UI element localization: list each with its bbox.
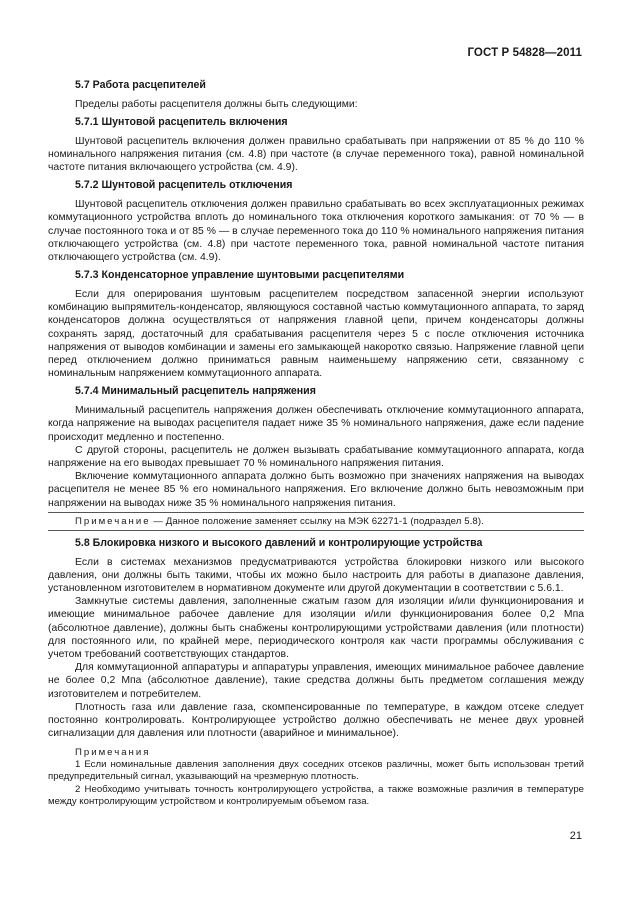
note-2: 2 Необходимо учитывать точность контролирующего устройства, а также возможные различия в температуре между контролирующим устройством и контролируемым объемом газа.	[48, 783, 584, 808]
section-5-7-4-paragraph-3: Включение коммутационного аппарата должно быть возможно при значениях напряжения на выводах расцепителя не менее 85 % его номинального напряжения. Его включение должно быть невозможным при напряжении на выводах ниже 35 % номинального напряжения питания.	[48, 471, 584, 509]
notes-title: Примечания	[75, 746, 151, 758]
section-5-7-4-paragraph-2: С другой стороны, расцепитель не должен вызывать срабатывание коммутационного аппарата, когда напряжение на его выводах превышает 70 % номинального напряжения питания.	[48, 444, 584, 470]
note-1: 1 Если номинальные давления заполнения двух соседних отсеков различны, может быть использован третий предупредительный сигнал, указывающий на чрезмерную плотность.	[48, 758, 584, 783]
section-5-7-2-heading: 5.7.2 Шунтовой расцепитель отключения	[75, 179, 293, 192]
standard-designation: ГОСТ Р 54828—2011	[467, 47, 582, 59]
section-5-8-paragraph-2: Замкнутые системы давления, заполненные сжатым газом для изоляции и/или функционирования и имеющие минимальное рабочее давление для изоляции и/или функционирования более 0,2 Мпа (абсолютное давление), должны быть снабжены контролирующими устройствами давления (или плотности) для постоянного или, по крайней мере, периодического контроля как части программы обслуживания с учетом требований соответствующих стандартов.	[48, 596, 584, 661]
section-5-8-heading: 5.8 Блокировка низкого и высокого давлений и контролирующие устройства	[75, 536, 483, 549]
note-text: — Данное положение заменяет ссылку на МЭК 62271-1 (подраздел 5.8).	[150, 515, 484, 527]
section-5-7-4-paragraph-1: Минимальный расцепитель напряжения должен обеспечивать отключение коммутационного аппарата, когда напряжение на выводах расцепителя падает ниже 35 % номинального напряжения, даже если падение происходит медленно и постепенно.	[48, 405, 584, 443]
section-5-8-paragraph-1: Если в системах механизмов предусматриваются устройства блокировки низкого или высокого давления, они должны быть такими, чтобы их можно было настроить для работы в диапазоне давления, установленном изготовителем в нормативном документе или другой документации в соответствии с 5.6.1.	[48, 556, 584, 595]
section-5-8-notes	[48, 747, 584, 809]
section-5-8-paragraph-4: Плотность газа или давление газа, скомпенсированные по температуре, в каждом отсеке следует постоянно контролировать. Контролирующее устройство должно обеспечивать не менее двух уровней сигнализации для давления или плотности (аварийное и минимальное).	[48, 701, 584, 740]
section-5-7-3-heading: 5.7.3 Конденсаторное управление шунтовыми расцепителями	[75, 269, 405, 282]
section-5-7-3-paragraph: Если для оперирования шунтовым расцепителем посредством запасенной энергии используют комбинацию выпрямитель-конденсатор, являющуюся составной частью коммутационного аппарата, то заряд конденсаторов должна осуществляться от напряжения главной цепи, причем конденсаторы должны сохранять заряд, достаточный для срабатывания расцепителя через 5 с после отключения источника напряжения от выводов комбинации и замены его замыкающей накоротко связью. Напряжение главной цепи перед отключением должно приниматься равным наименьшему напряжению сети, связанному с номинальным напряжением коммутационного аппарата.	[48, 289, 584, 380]
section-5-7-4-note	[48, 512, 584, 531]
section-5-8-paragraph-3: Для коммутационной аппаратуры и аппаратуры управления, имеющих минимальное рабочее давление не более 0,2 Мпа (абсолютное давление), такие средства должны быть предметом соглашения между изготовителем и потребителем.	[48, 662, 584, 700]
page-content	[48, 79, 584, 809]
section-5-7-4-heading: 5.7.4 Минимальный расцепитель напряжения	[75, 385, 316, 398]
note-label: Примечание	[75, 515, 151, 527]
section-5-7-1-heading: 5.7.1 Шунтовой расцепитель включения	[75, 116, 288, 128]
section-5-7-heading: 5.7 Работа расцепителей	[75, 79, 206, 91]
section-5-7-intro: Пределы работы расцепителя должны быть следующими:	[75, 98, 358, 110]
section-5-7-2-paragraph: Шунтовой расцепитель отключения должен правильно срабатывать во всех эксплуатационных режимах коммутационного устройства вплоть до номинального тока отключения короткого замыкания: от 70 % — в случае постоянного тока и от 85 % — в случае переменного тока до 110 % номинального напряжения питания отключающего устройства (см. 4.8) при частоте переменного тока, равной номинальной частоте питания отключающего устройства (см. 4.9).	[48, 199, 584, 264]
section-5-7-1-paragraph: Шунтовой расцепитель включения должен правильно срабатывать при напряжении от 85 % до 110 % номинального напряжения питания (см. 4.8) при частоте (в случае переменного тока), равной номинальной частоте питания включающего устройства (см. 4.9).	[48, 135, 584, 174]
page-number: 21	[569, 830, 582, 842]
